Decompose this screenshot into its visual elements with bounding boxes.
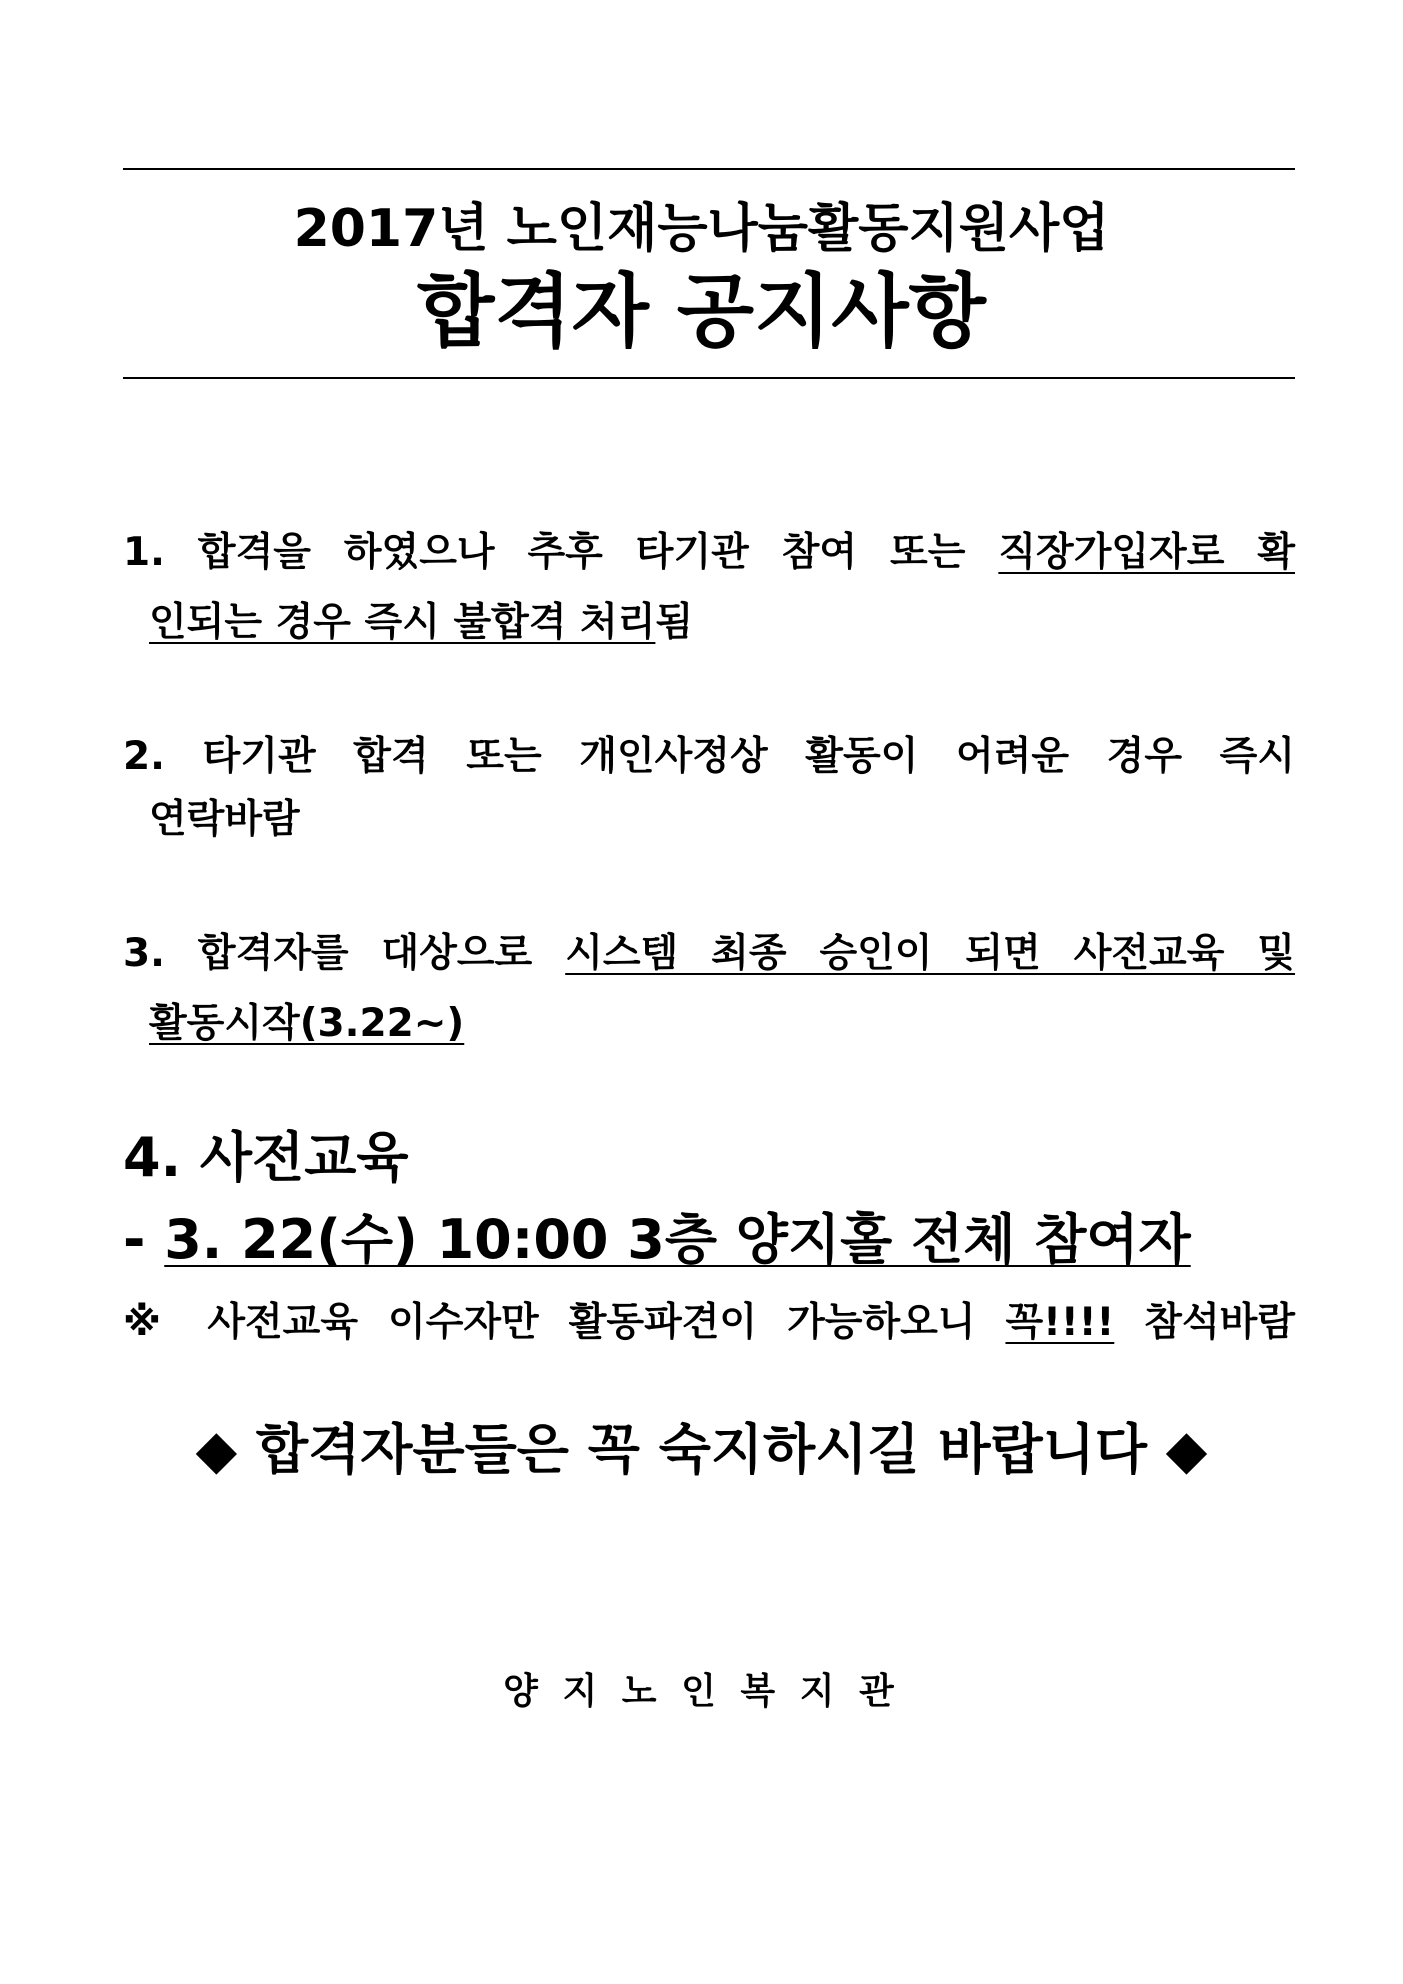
pre-education-heading: 4. 사전교육 [123, 1126, 409, 1189]
notice-item-2-line-1 [123, 732, 1295, 782]
note-text: ※ 사전교육 이수자만 활동파견이 가능하오니 [123, 1300, 1006, 1345]
closing-message [0, 1417, 1403, 1483]
notice-item-1-text: 1. 합격을 하였으나 추후 타기관 참여 또는 [123, 530, 999, 575]
schedule-details: 3. 22(수) 10:00 3층 양지홀 전체 참여자 [164, 1208, 1191, 1271]
notice-item-3-underlined-text: 시스템 최종 승인이 되면 사전교육 및 [565, 931, 1296, 976]
notice-item-3-line-1 [123, 929, 1295, 979]
notice-item-1-underlined-continuation: 인되는 경우 즉시 불합격 처리 [149, 600, 656, 645]
notice-item-2-continuation: 연락바람 [149, 797, 300, 842]
notice-item-1-ending: 됨 [655, 600, 694, 645]
notice-item-3-text: 3. 합격자를 대상으로 [123, 931, 566, 976]
note-emphasis: 꼭!!!! [1005, 1300, 1115, 1345]
notice-item-1-line-1 [123, 528, 1295, 578]
notice-item-1-underlined-text: 직장가입자로 확 [998, 530, 1296, 575]
schedule-dash: - [123, 1208, 165, 1271]
pre-education-note [123, 1298, 1295, 1348]
note-ending: 참석바람 [1114, 1300, 1295, 1345]
document-title: 합격자 공지사항 [417, 265, 986, 358]
notice-item-3-line-2 [149, 999, 1295, 1049]
notice-item-3-underlined-continuation: 활동시작(3.22~) [149, 1001, 465, 1046]
organization-name: 양 지 노 인 복 지 관 [503, 1671, 900, 1712]
notice-item-2-line-2 [149, 795, 1295, 845]
notice-item-2-text: 2. 타기관 합격 또는 개인사정상 활동이 어려운 경우 즉시 [123, 734, 1295, 779]
notice-item-1-line-2 [149, 598, 1295, 648]
pre-education-schedule [123, 1207, 1295, 1273]
title-bottom-rule [123, 377, 1295, 379]
title-top-rule [123, 168, 1295, 170]
notice-item-4-heading [123, 1125, 1295, 1191]
document-subtitle: 2017년 노인재능나눔활동지원사업 [293, 199, 1110, 259]
closing-text: ◆ 합격자분들은 꼭 숙지하시길 바랍니다 ◆ [195, 1418, 1208, 1481]
